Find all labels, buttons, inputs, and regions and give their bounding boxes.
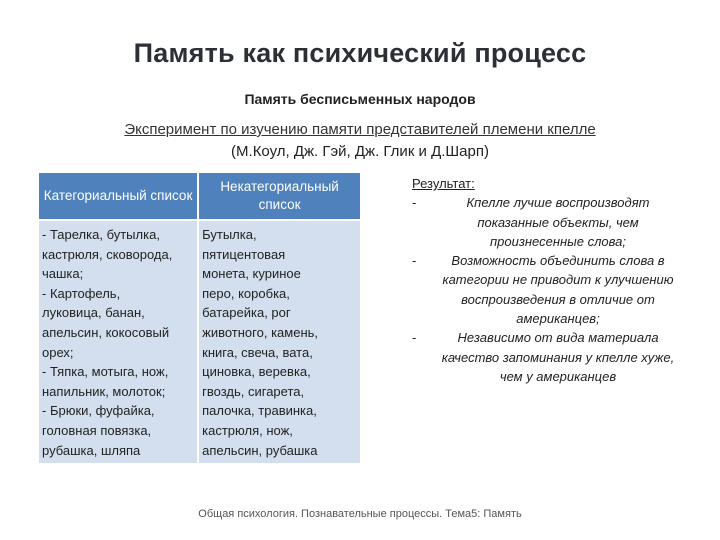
result-heading: Результат: (412, 176, 475, 191)
slide-footer: Общая психология. Познавательные процессы. Тема5: Память (198, 508, 522, 520)
list-line: - Брюки, фуфайка, (42, 403, 155, 419)
list-line: гвоздь, сигарета, (202, 383, 305, 399)
header-categorical: Категориальный список (39, 173, 197, 219)
list-line: книга, свеча, вата, (202, 344, 313, 360)
dash-bullet: - (412, 195, 417, 211)
result-item (412, 251, 682, 328)
slide-title: Память как психический процесс (133, 38, 587, 68)
experiment-authors: (М.Коул, Дж. Гэй, Дж. Глик и Д.Шарп) (231, 143, 489, 160)
experiment-title: Эксперимент по изучению памяти представителей племени кпелле (124, 121, 596, 138)
list-line: - Тарелка, бутылка, (42, 227, 160, 242)
categorical-list-cell (39, 221, 197, 463)
result-item (412, 193, 682, 251)
list-line: напильник, молоток; (42, 383, 166, 399)
list-line: - Тяпка, мотыга, нож, (42, 364, 169, 380)
list-line: пятицентовая (202, 246, 286, 262)
result-text: Кпелле лучше воспроизводят показанные объекты, чем произнесенные слова; (466, 195, 650, 249)
noncategorical-list-cell (199, 221, 360, 463)
list-line: монета, куриное (202, 266, 301, 282)
list-line: батарейка, рог (202, 305, 291, 321)
result-list (412, 193, 682, 386)
result-item (412, 328, 682, 386)
slide-subtitle: Память бесписьменных народов (244, 91, 476, 107)
header-noncategorical: Некатегориальный список (199, 173, 360, 219)
list-line: палочка, травинка, (202, 403, 317, 419)
list-line: кастрюля, нож, (202, 422, 293, 438)
list-line: - Картофель, (42, 285, 121, 301)
result-text: Независимо от вида материала качество запоминания у кпелле хуже, чем у американцев (441, 330, 675, 384)
list-line: апельсин, рубашка (202, 442, 318, 458)
list-line: циновка, веревка, (202, 364, 311, 380)
list-line: кастрюля, сковорода, (42, 246, 173, 262)
dash-bullet: - (412, 330, 417, 346)
list-line: животного, камень, (202, 324, 319, 340)
dash-bullet: - (412, 253, 417, 269)
list-line: Бутылка, (202, 227, 257, 242)
table-header-row (39, 173, 360, 219)
result-block (412, 174, 682, 386)
list-line: головная повязка, (42, 422, 152, 438)
word-lists-table (37, 171, 362, 465)
table-row (39, 221, 360, 463)
list-line: перо, коробка, (202, 285, 290, 301)
list-line: рубашка, шляпа (42, 442, 141, 458)
list-line: орех; (42, 344, 74, 360)
result-text: Возможность объединить слова в категории не приводит к улучшению воспроизведения в отличие от американцев; (442, 253, 674, 327)
list-line: луковица, банан, (42, 305, 145, 321)
list-line: апельсин, кокосовый (42, 324, 170, 340)
list-line: чашка; (42, 266, 84, 282)
